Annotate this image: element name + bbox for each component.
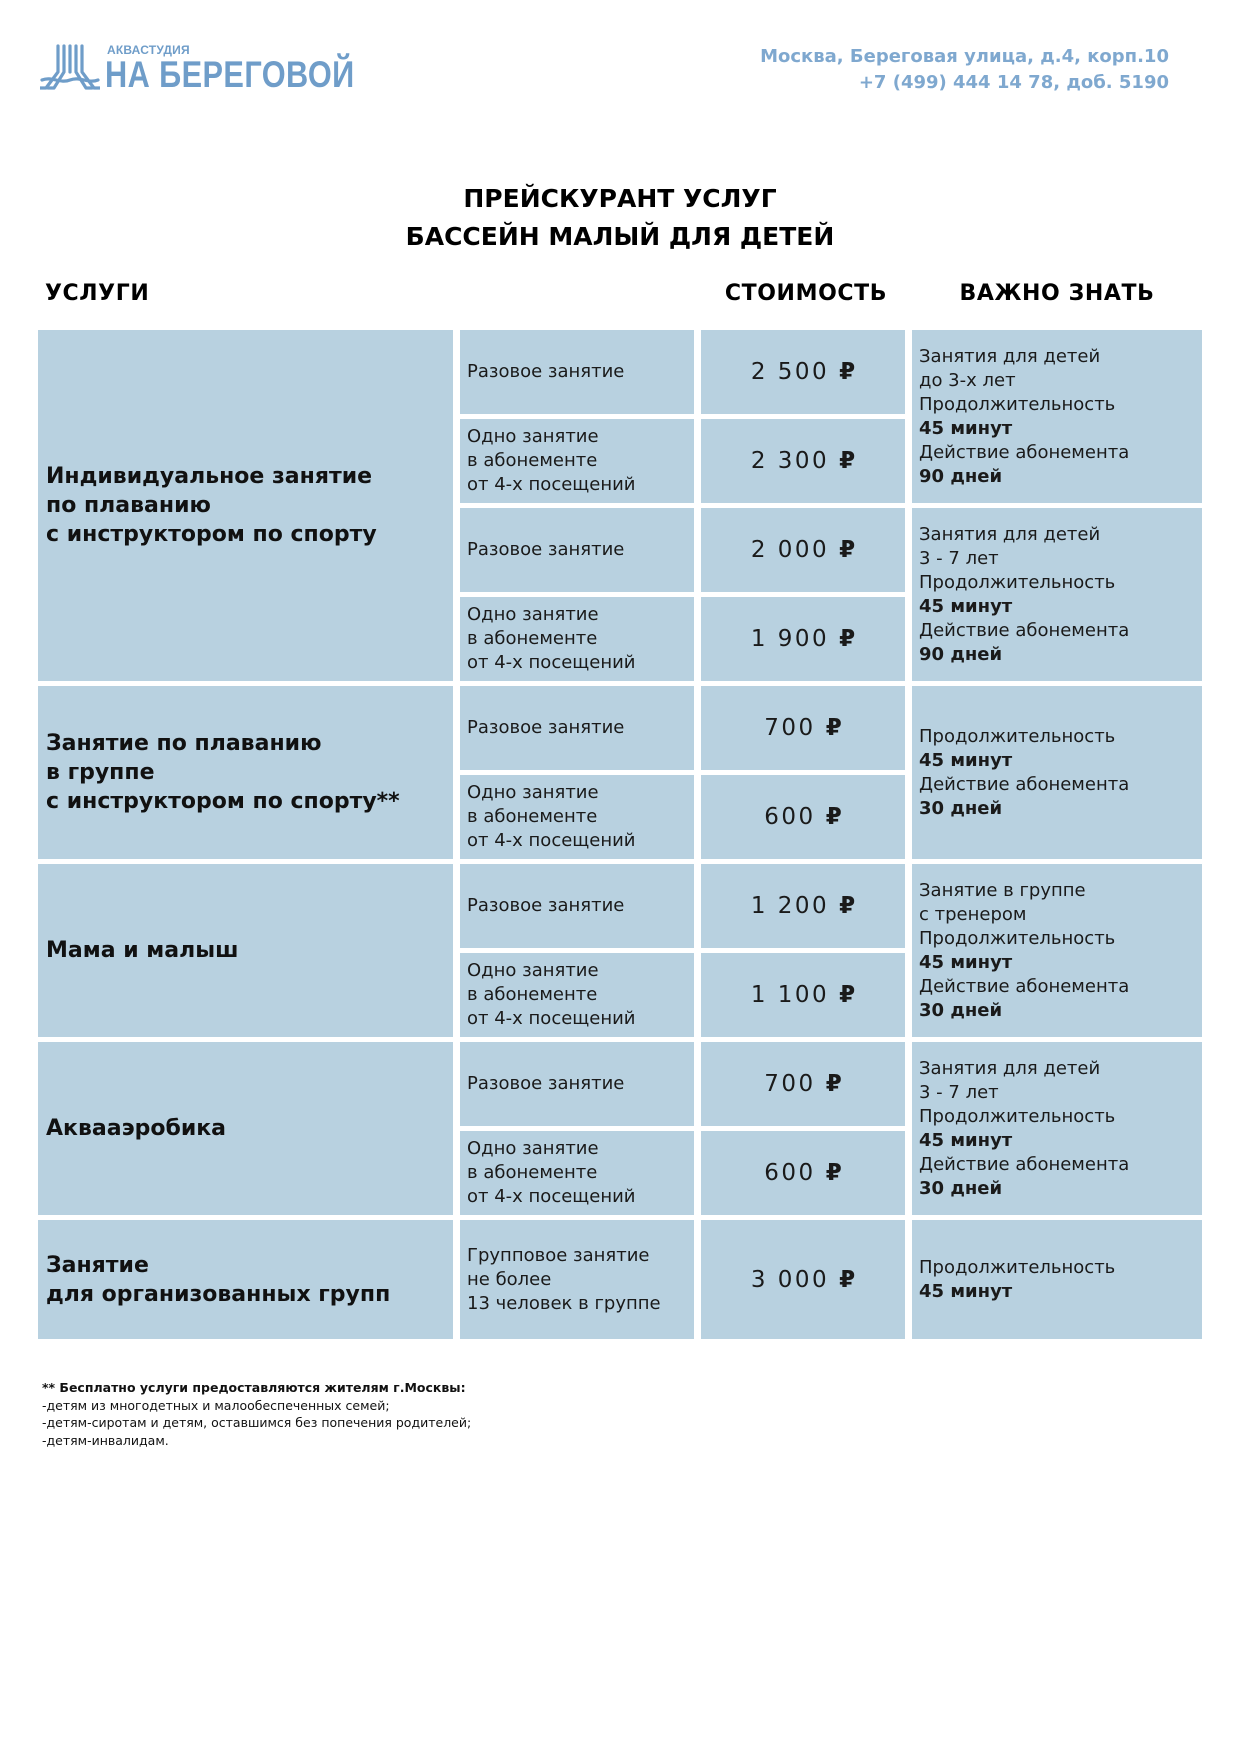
ruble-sign: ₽ [839,537,856,563]
footnote-line: -детям-сиротам и детям, оставшимся без попечения родителей; [42,1415,472,1430]
footnote-title: ** Бесплатно услуги предоставляются жителям г.Москвы: [42,1380,466,1395]
info-line: 3 - 7 лет [919,547,999,569]
phone[interactable]: +7 (499) 444 14 78, доб. 5190 [858,72,1169,93]
info-cell [912,330,1202,503]
price-value: 1 900 [750,626,830,652]
info-line-bold: 45 минут [919,595,1013,617]
service-name: Мама и малыш [38,864,453,1037]
ruble-sign: ₽ [825,1071,842,1097]
option-label: Одно занятие в абонементе от 4-х посещений [460,953,694,1037]
info-line: Действие абонемента [919,441,1130,463]
ruble-sign: ₽ [825,804,842,830]
price-cell [701,330,905,414]
price-cell [701,864,905,948]
option-label: Разовое занятие [460,1042,694,1126]
info-line-bold: 45 минут [919,417,1013,439]
price-table [38,330,1203,1339]
price-value: 3 000 [750,1266,830,1293]
option-label: Разовое занятие [460,686,694,770]
page-subtitle: БАССЕЙН МАЛЫЙ ДЛЯ ДЕТЕЙ [405,222,835,251]
price-cell [701,1220,905,1339]
address: Москва, Береговая улица, д.4, корп.10 [760,46,1169,67]
option-label: Разовое занятие [460,330,694,414]
price-cell [701,508,905,592]
ruble-sign: ₽ [839,359,856,385]
price-value: 700 [764,1071,816,1097]
contacts [760,44,1169,96]
option-label: Разовое занятие [460,864,694,948]
service-name: Аквааэробика [38,1042,453,1215]
info-line-bold: 30 дней [919,797,1003,819]
price-value: 1 100 [750,982,830,1008]
column-header-cost: СТОИМОСТЬ [724,281,888,306]
logo-subtitle: АКВАСТУДИЯ [107,43,190,57]
option-label: Групповое занятие не более 13 человек в группе [460,1220,694,1339]
price-cell [701,419,905,503]
info-cell [912,1042,1202,1215]
info-line-bold: 45 минут [919,951,1013,973]
ruble-sign: ₽ [839,448,856,474]
info-line-bold: 30 дней [919,1177,1003,1199]
info-line: Действие абонемента [919,773,1130,795]
ruble-sign: ₽ [825,1160,842,1186]
info-line-bold: 45 минут [919,1280,1013,1302]
option-label: Одно занятие в абонементе от 4-х посещений [460,775,694,859]
logo-title: НА БЕРЕГОВОЙ [105,54,355,95]
price-value: 2 000 [750,537,830,563]
info-line: Продолжительность [919,571,1116,593]
page-title: ПРЕЙСКУРАНТ УСЛУГ [463,184,777,213]
ruble-sign: ₽ [839,1266,856,1293]
info-line: Продолжительность [919,725,1116,747]
price-value: 1 200 [750,893,830,919]
price-cell [701,1042,905,1126]
footnote-line: -детям-инвалидам. [42,1432,169,1448]
price-cell [701,775,905,859]
info-line: Занятия для детей [919,345,1101,367]
ruble-sign: ₽ [839,893,856,919]
info-line: Продолжительность [919,1105,1116,1127]
logo-wave-icon [40,42,100,102]
price-cell [701,686,905,770]
info-line: Занятие в группе [919,879,1086,901]
info-line: до 3-х лет [919,369,1016,391]
info-line-bold: 30 дней [919,999,1003,1021]
price-cell [701,597,905,681]
service-name: Индивидуальное занятие по плаванию с инструктором по спорту [38,330,453,681]
info-line-bold: 45 минут [919,1129,1013,1151]
column-header-info: ВАЖНО ЗНАТЬ [959,281,1155,306]
option-label: Разовое занятие [460,508,694,592]
price-value: 2 500 [750,359,830,385]
footnote-line: -детям из многодетных и малообеспеченных семей; [42,1397,390,1413]
price-value: 700 [764,715,816,741]
info-cell [912,686,1202,859]
info-cell [912,508,1202,681]
service-name: Занятие для организованных групп [38,1220,453,1339]
info-line: Действие абонемента [919,619,1130,641]
info-line: Действие абонемента [919,975,1130,997]
price-value: 600 [764,804,816,830]
ruble-sign: ₽ [839,626,856,652]
price-value: 2 300 [750,448,830,474]
info-line-bold: 45 минут [919,749,1013,771]
info-line: с тренером [919,903,1027,925]
info-line: Продолжительность [919,927,1116,949]
logo [40,38,355,106]
info-line: Занятия для детей [919,1057,1101,1079]
info-line: 3 - 7 лет [919,1081,999,1103]
info-cell [912,1220,1202,1339]
info-line: Действие абонемента [919,1153,1130,1175]
info-line: Занятия для детей [919,523,1101,545]
option-label: Одно занятие в абонементе от 4-х посещений [460,1131,694,1215]
info-line: Продолжительность [919,393,1116,415]
column-header-services: УСЛУГИ [45,281,150,306]
info-line-bold: 90 дней [919,465,1003,487]
footnote [42,1379,471,1449]
ruble-sign: ₽ [839,982,856,1008]
price-value: 600 [764,1160,816,1186]
info-cell [912,864,1202,1037]
service-name: Занятие по плаванию в группе с инструктором по спорту** [38,686,453,859]
info-line: Продолжительность [919,1256,1116,1278]
ruble-sign: ₽ [825,715,842,741]
option-label: Одно занятие в абонементе от 4-х посещений [460,597,694,681]
info-line-bold: 90 дней [919,643,1003,665]
price-cell [701,953,905,1037]
price-cell [701,1131,905,1215]
option-label: Одно занятие в абонементе от 4-х посещений [460,419,694,503]
